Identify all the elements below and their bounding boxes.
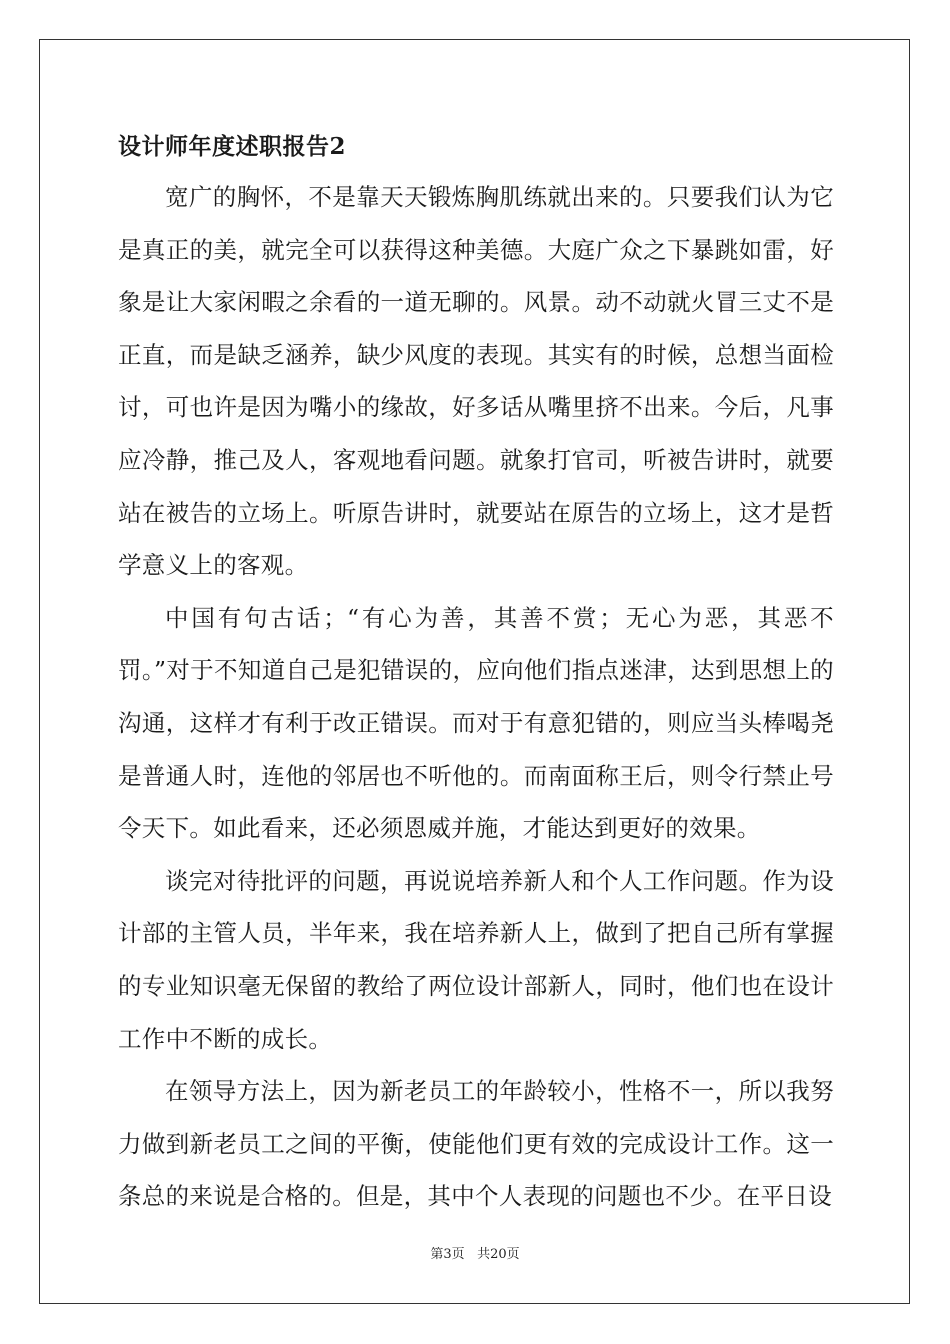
current-page-label: 第3页	[430, 1247, 465, 1262]
paragraph-1: 宽广的胸怀，不是靠天天锻炼胸肌练就出来的。只要我们认为它是真正的美，就完全可以获得这种美德。大庭广众之下暴跳如雷，好象是让大家闲暇之余看的一道无聊的。风景。动不动就火冒三丈不是正直，而是缺乏涵养，缺少风度的表现。其实有的时候，总想当面检讨，可也许是因为嘴小的缘故，好多话从嘴里挤不出来。今后，凡事应冷静，推己及人，客观地看问题。就象打官司，听被告讲时，就要站在被告的立场上。听原告讲时，就要站在原告的立场上，这才是哲学意义上的客观。	[118, 183, 834, 580]
paragraph-4: 在领导方法上，因为新老员工的年龄较小，性格不一，所以我努力做到新老员工之间的平衡，使能他们更有效的完成设计工作。这一条总的来说是合格的。但是，其中个人表现的问题也不少。在平日设	[118, 1077, 834, 1211]
page-footer	[0, 1245, 950, 1265]
document-body	[118, 123, 834, 1223]
paragraph-3: 谈完对待批评的问题，再说说培养新人和个人工作问题。作为设计部的主管人员，半年来，我在培养新人上，做到了把自己所有掌握的专业知识毫无保留的教给了两位设计部新人，同时，他们也在设计工作中不断的成长。	[118, 866, 834, 1053]
footer-separator	[465, 1247, 477, 1262]
document-title: 设计师年度述职报告2	[118, 133, 347, 160]
paragraph-2: 中国有句古话；“有心为善，其善不赏；无心为恶，其恶不罚。”对于不知道自己是犯错误的，应向他们指点迷津，达到思想上的沟通，这样才有利于改正错误。而对于有意犯错的，则应当头棒喝尧是普通人时，连他的邻居也不听他的。而南面称王后，则令行禁止号令天下。如此看来，还必须恩威并施，才能达到更好的效果。	[118, 603, 834, 843]
total-pages-label: 共20页	[477, 1247, 520, 1262]
